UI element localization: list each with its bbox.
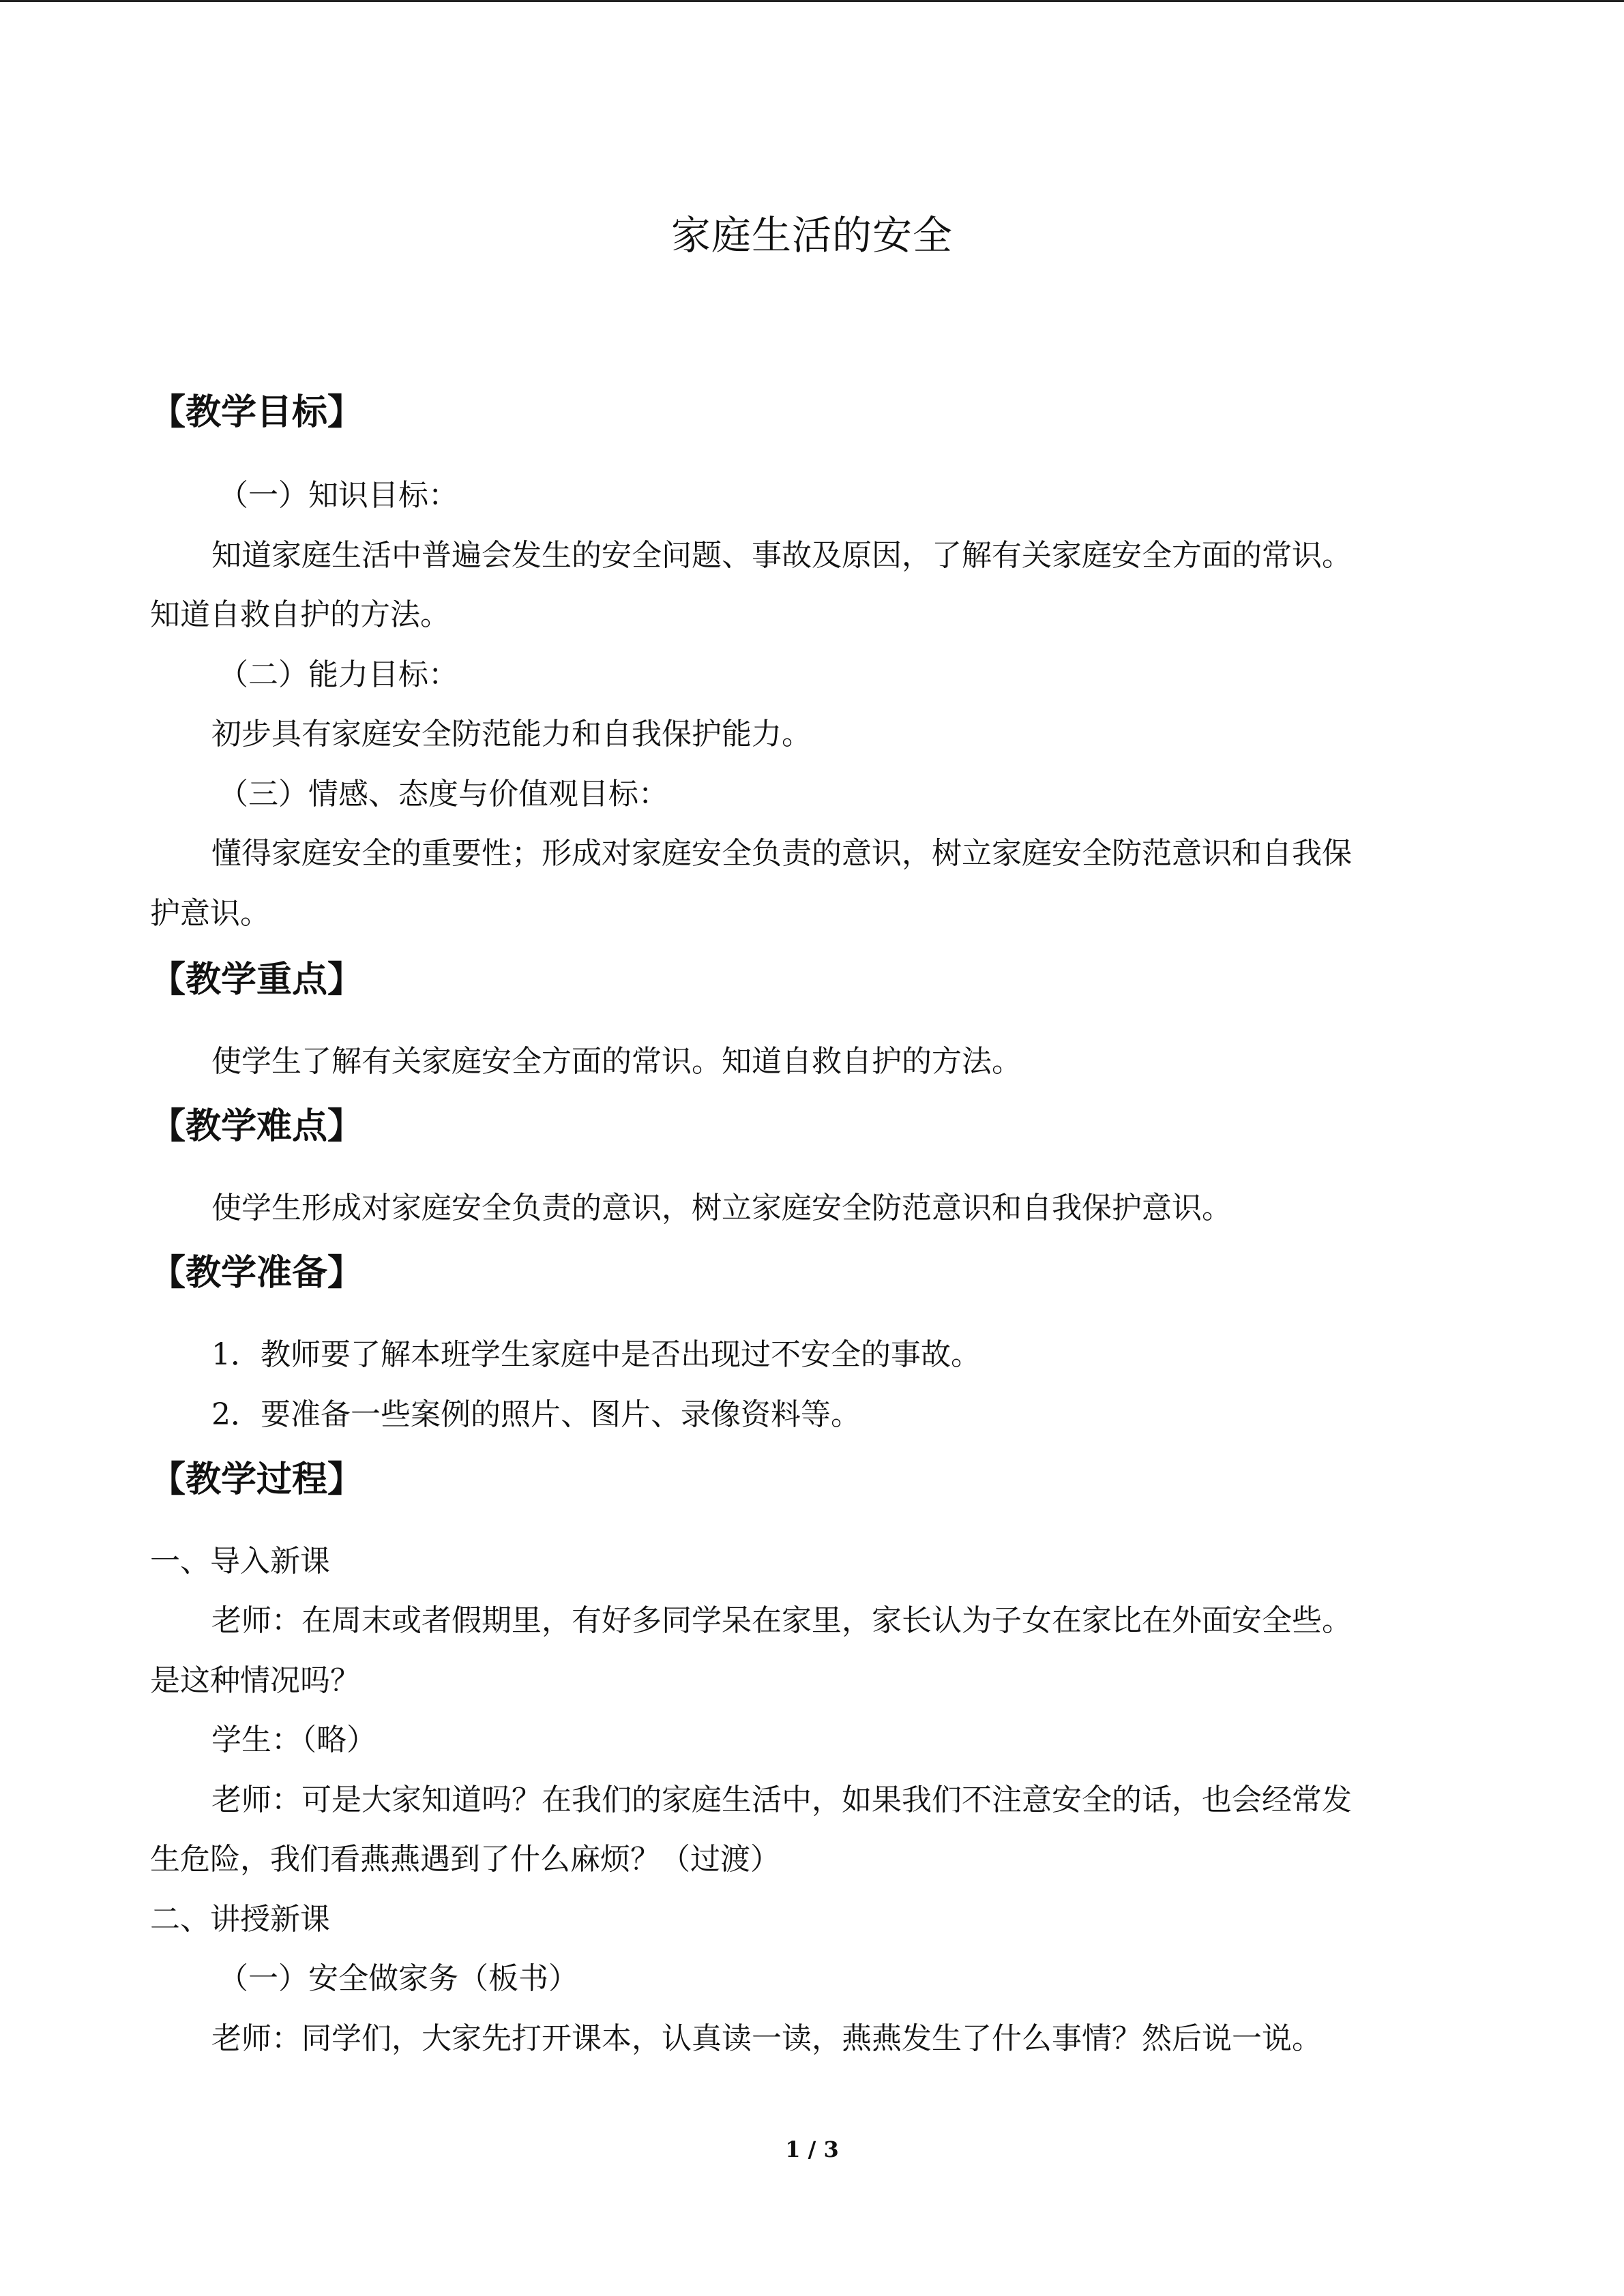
heading-difficulties: 【教学难点】 <box>150 1106 364 1147</box>
teacher-dialogue-2-line-1: 老师：可是大家知道吗？在我们的家庭生活中，如果我们不注意安全的话，也会经常发 <box>211 1783 1352 1817</box>
teacher-dialogue-2-line-2: 生危险，我们看燕燕遇到了什么麻烦？（过渡） <box>150 1842 780 1877</box>
process-part-2-title: 二、讲授新课 <box>150 1902 330 1937</box>
teacher-dialogue-1-line-2: 是这种情况吗？ <box>150 1663 360 1698</box>
difficulties-text: 使学生形成对家庭安全负责的意识，树立家庭安全防范意识和自我保护意识。 <box>211 1191 1232 1225</box>
heading-teaching-process: 【教学过程】 <box>150 1459 364 1500</box>
preparation-item-2: 2．要准备一些案例的照片、图片、录像资料等。 <box>211 1397 861 1432</box>
knowledge-objective-label: （一）知识目标： <box>218 478 458 513</box>
document-title: 家庭生活的安全 <box>670 212 953 258</box>
key-points-text: 使学生了解有关家庭安全方面的常识。知道自救自护的方法。 <box>211 1044 1022 1079</box>
page-number: 1 / 3 <box>785 2136 839 2162</box>
preparation-item-1: 1．教师要了解本班学生家庭中是否出现过不安全的事故。 <box>211 1337 981 1372</box>
heading-key-points: 【教学重点】 <box>150 959 364 1000</box>
teacher-dialogue-1-line-1: 老师：在周末或者假期里，有好多同学呆在家里，家长认为子女在家比在外面安全些。 <box>211 1603 1352 1638</box>
teacher-dialogue-3: 老师：同学们，大家先打开课本，认真读一读，燕燕发生了什么事情？然后说一说。 <box>211 2021 1322 2056</box>
ability-objective-label: （二）能力目标： <box>218 657 458 692</box>
student-dialogue-1: 学生：（略） <box>211 1723 377 1757</box>
knowledge-objective-text-line-2: 知道自救自护的方法。 <box>150 597 450 632</box>
heading-teaching-objectives: 【教学目标】 <box>150 392 364 433</box>
emotion-objective-text-line-1: 懂得家庭安全的重要性；形成对家庭安全负责的意识，树立家庭安全防范意识和自我保 <box>211 836 1352 871</box>
heading-preparation: 【教学准备】 <box>150 1253 364 1294</box>
subsection-safe-housework: （一）安全做家务（板书） <box>218 1961 578 1996</box>
emotion-objective-label: （三）情感、态度与价值观目标： <box>218 777 668 811</box>
ability-objective-text: 初步具有家庭安全防范能力和自我保护能力。 <box>211 717 812 751</box>
knowledge-objective-text-line-1: 知道家庭生活中普遍会发生的安全问题、事故及原因，了解有关家庭安全方面的常识。 <box>211 538 1352 573</box>
emotion-objective-text-line-2: 护意识。 <box>150 896 270 931</box>
process-part-1-title: 一、导入新课 <box>150 1544 330 1579</box>
